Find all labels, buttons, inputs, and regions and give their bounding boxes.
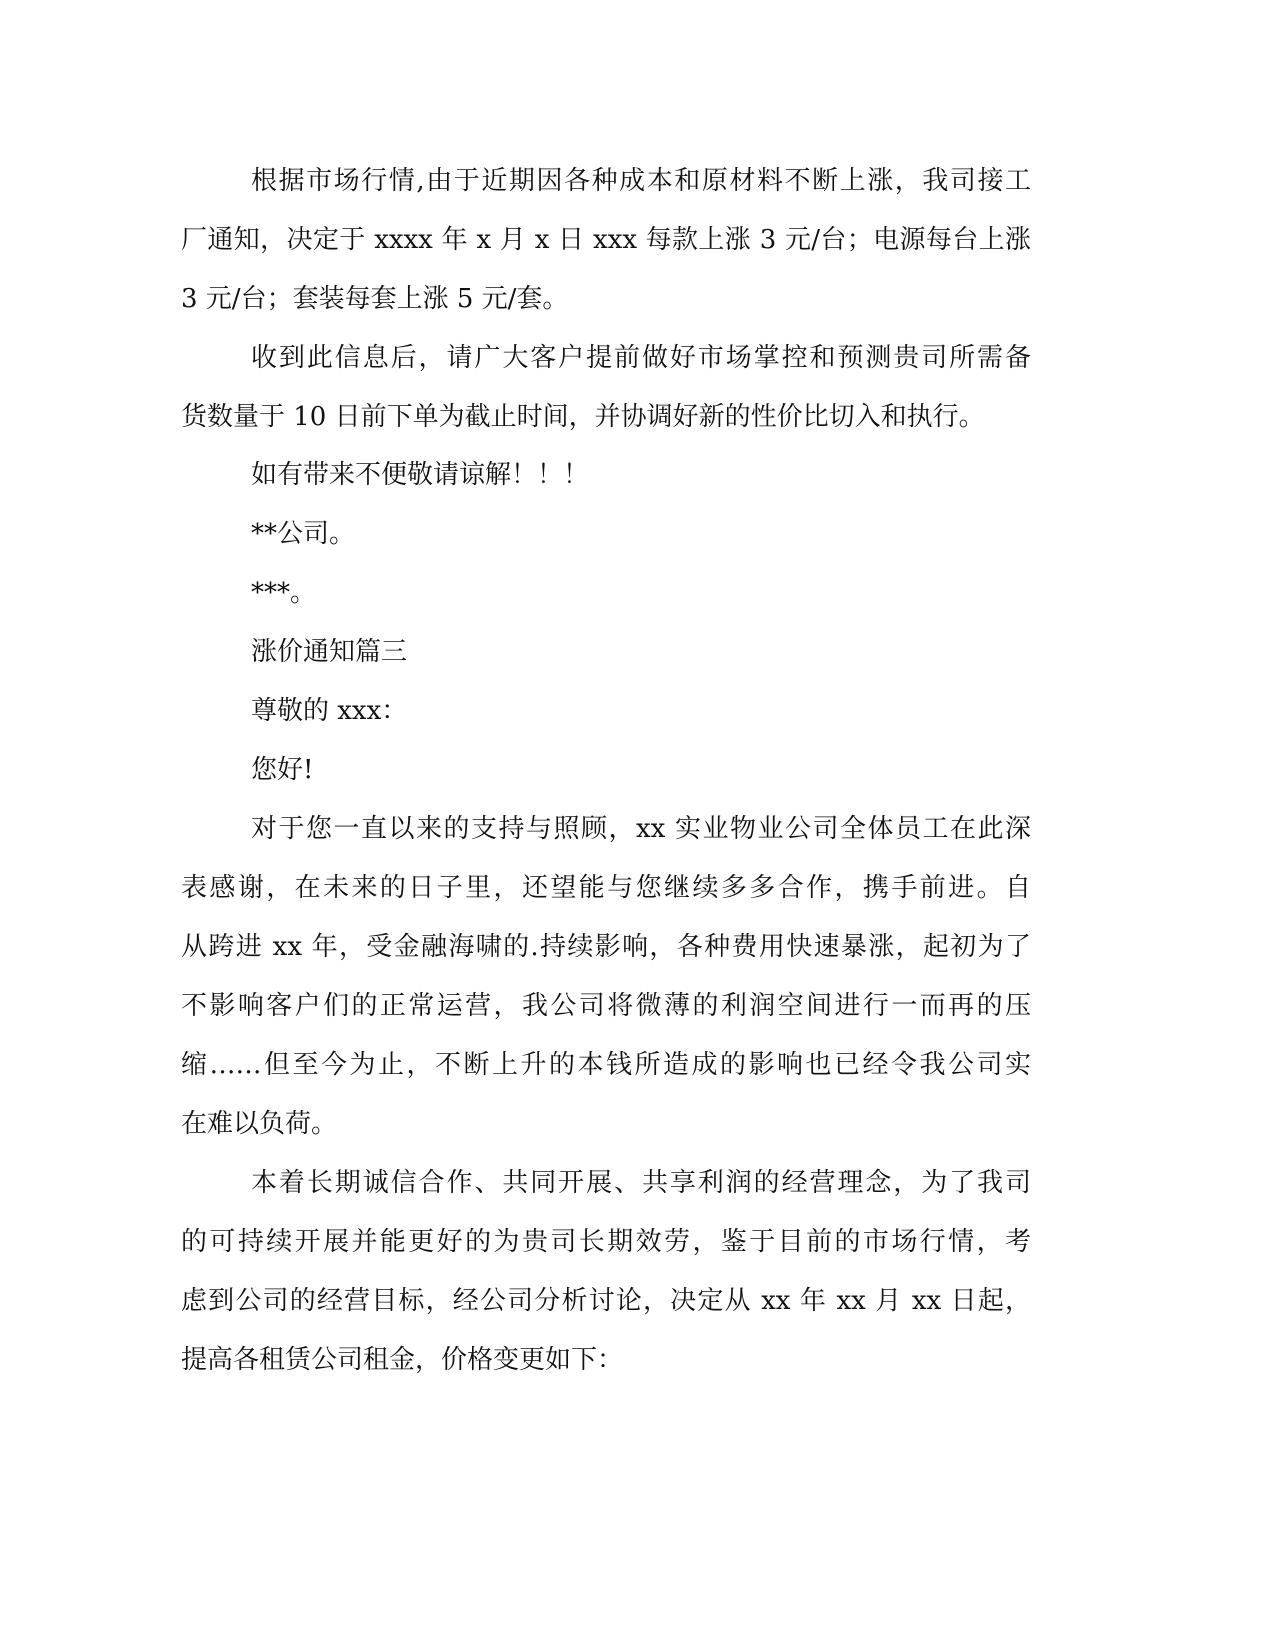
line-text: **公司。 xyxy=(251,519,356,549)
line-text: 您好! xyxy=(251,755,314,785)
line-text: 3 元/台；套装每套上涨 5 元/套。 xyxy=(181,284,569,314)
line-text: 虑到公司的经营目标，经公司分析讨论，决定从 xx 年 xx 月 xx 日起， xyxy=(181,1286,1031,1316)
paragraph-line xyxy=(251,1165,1031,1201)
paragraph-line xyxy=(181,870,1031,906)
line-text: 货数量于 10 日前下单为截止时间，并协调好新的性价比切入和执行。 xyxy=(181,402,985,432)
line-text: 不影响客户们的正常运营，我公司将微薄的利润空间进行一而再的压 xyxy=(181,991,1031,1021)
paragraph-line xyxy=(181,1106,337,1142)
paragraph-line xyxy=(181,988,1031,1024)
section-heading xyxy=(251,634,407,670)
line-text: 如有带来不便敬请谅解！！！ xyxy=(251,460,590,490)
paragraph-line xyxy=(251,811,1031,847)
line-text: 涨价通知篇三 xyxy=(251,637,408,667)
line-text: 表感谢，在未来的日子里，还望能与您继续多多合作，携手前进。自 xyxy=(181,873,1031,903)
line-text: 本着长期诚信合作、共同开展、共享利润的经营理念，为了我司 xyxy=(251,1168,1031,1198)
greeting xyxy=(251,752,313,788)
salutation xyxy=(251,693,407,729)
signature-name xyxy=(251,575,316,611)
paragraph-line xyxy=(251,340,1031,376)
line-text: 在难以负荷。 xyxy=(181,1109,338,1139)
paragraph-line xyxy=(181,222,1031,258)
line-text: 提高各租赁公司租金，价格变更如下： xyxy=(181,1345,624,1375)
line-text: 尊敬的 xxx： xyxy=(251,696,408,726)
paragraph-line xyxy=(181,281,568,317)
paragraph-line xyxy=(181,399,985,435)
paragraph-line xyxy=(181,1342,623,1378)
line-text: 从跨进 xx 年，受金融海啸的.持续影响，各种费用快速暴涨，起初为了 xyxy=(181,932,1031,962)
line-text: 厂通知，决定于 xxxx 年 x 月 x 日 xxx 每款上涨 3 元/台；电源每台上涨 xyxy=(181,225,1031,255)
paragraph-line xyxy=(181,1047,1031,1083)
signature-company xyxy=(251,516,355,552)
paragraph-line xyxy=(181,929,1031,965)
line-text: 根据市场行情,由于近期因各种成本和原材料不断上涨，我司接工 xyxy=(251,166,1031,196)
line-text: ***。 xyxy=(251,578,317,608)
paragraph-line xyxy=(251,163,1031,199)
line-text: 对于您一直以来的支持与照顾，xx 实业物业公司全体员工在此深 xyxy=(251,814,1031,844)
closing-line xyxy=(251,457,589,493)
line-text: 缩……但至今为止，不断上升的本钱所造成的影响也已经令我公司实 xyxy=(181,1050,1031,1080)
paragraph-line xyxy=(181,1224,1031,1260)
line-text: 收到此信息后，请广大客户提前做好市场掌控和预测贵司所需备 xyxy=(251,343,1031,373)
paragraph-line xyxy=(181,1283,1031,1319)
line-text: 的可持续开展并能更好的为贵司长期效劳，鉴于目前的市场行情，考 xyxy=(181,1227,1031,1257)
